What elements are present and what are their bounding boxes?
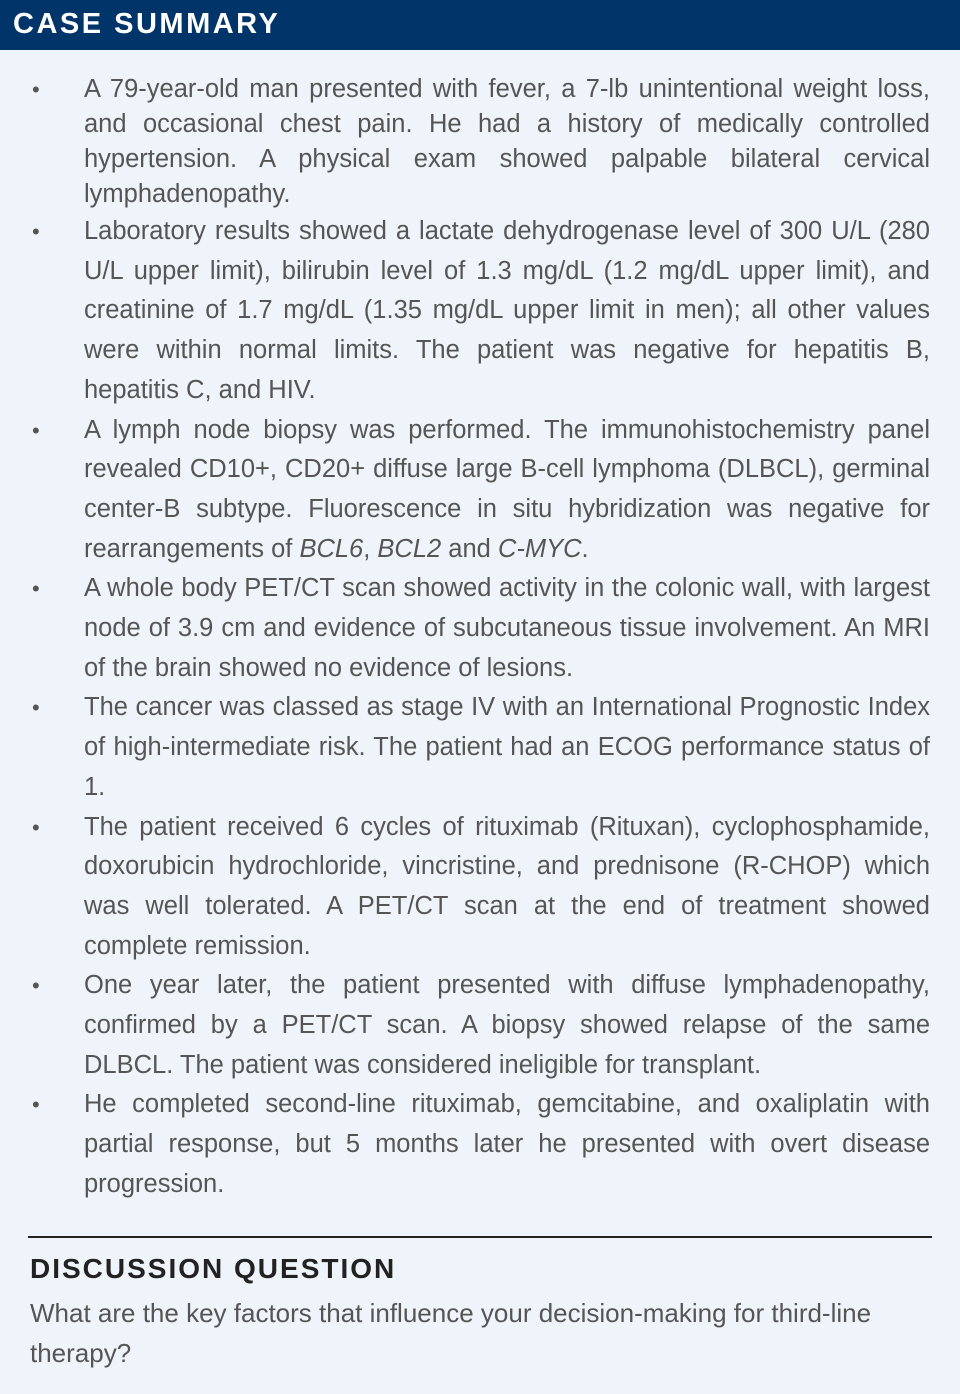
case-summary-list <box>0 72 960 1205</box>
bullet-icon: • <box>32 695 40 721</box>
bullet-text: . <box>581 534 589 563</box>
bullet-text: and <box>441 534 498 563</box>
gene-name: BCL6 <box>299 534 364 563</box>
bullet-text: A whole body PET/CT scan showed activity in the colonic wall, with largest node of 3.9 cm and evidence of subcutaneous tissue involvement. An MRI of the brain showed no evidence of lesions. <box>84 574 930 682</box>
list-item <box>0 1085 930 1204</box>
list-item <box>0 411 930 570</box>
bullet-icon: • <box>32 814 40 840</box>
bullet-text: The patient received 6 cycles of rituximab (Rituxan), cyclophosphamide, doxorubicin hydrochloride, vincristine, and prednisone (R-CHOP) which was well tolerated. A PET/CT scan at the end of treatment showed complete remission. <box>84 812 930 960</box>
bullet-text: He completed second-line rituximab, gemcitabine, and oxaliplatin with partial response, but 5 months later he presented with overt disease progression. <box>84 1090 930 1198</box>
list-item <box>0 72 930 212</box>
discussion-question: What are the key factors that influence your decision-making for third-line therapy? <box>30 1298 872 1368</box>
bullet-text: One year later, the patient presented with diffuse lymphadenopathy, confirmed by a PET/CT scan. A biopsy showed relapse of the same DLBCL. The patient was considered ineligible for transplant. <box>84 971 930 1079</box>
bullet-icon: • <box>32 77 40 102</box>
list-item <box>0 688 930 807</box>
bullet-text: A 79-year-old man presented with fever, a 7-lb unintentional weight loss, and occasional chest pain. He had a history of medically controlled hypertension. A physical exam showed palpable bilateral cervical lymphadenopathy. <box>84 75 930 208</box>
list-item <box>0 212 930 411</box>
list-item <box>0 808 930 967</box>
bullet-icon: • <box>32 417 40 443</box>
bullet-text: Laboratory results showed a lactate dehydrogenase level of 300 U/L (280 U/L upper limit), bilirubin level of 1.3 mg/dL (1.2 mg/dL upper limit), and creatinine of 1.7 mg/dL (1.35 mg/dL upper limit in men); all other values were within normal limits. The patient was negative for hepatitis B, hepatitis C, and HIV. <box>84 217 930 404</box>
bullet-text: , <box>363 534 378 563</box>
list-item <box>0 569 930 688</box>
bullet-icon: • <box>32 219 40 244</box>
case-summary-header <box>0 0 960 50</box>
section-title: CASE SUMMARY <box>13 8 281 40</box>
list-item <box>0 966 930 1085</box>
bullet-icon: • <box>32 1092 40 1118</box>
bullet-text: The cancer was classed as stage IV with an International Prognostic Index of high-intermediate risk. The patient had an ECOG performance status of 1. <box>84 693 930 801</box>
gene-name: C-MYC <box>497 534 582 563</box>
divider <box>28 1236 932 1238</box>
discussion-title: DISCUSSION QUESTION <box>30 1253 397 1284</box>
bullet-icon: • <box>32 973 40 999</box>
bullet-icon: • <box>32 576 40 602</box>
gene-name: BCL2 <box>377 534 442 563</box>
bullet-text: A lymph node biopsy was performed. The immunohistochemistry panel revealed CD10+, CD20+ diffuse large B-cell lymphoma (DLBCL), germinal center-B subtype. Fluorescence in situ hybridization was negative for rearrangements of <box>84 415 930 563</box>
